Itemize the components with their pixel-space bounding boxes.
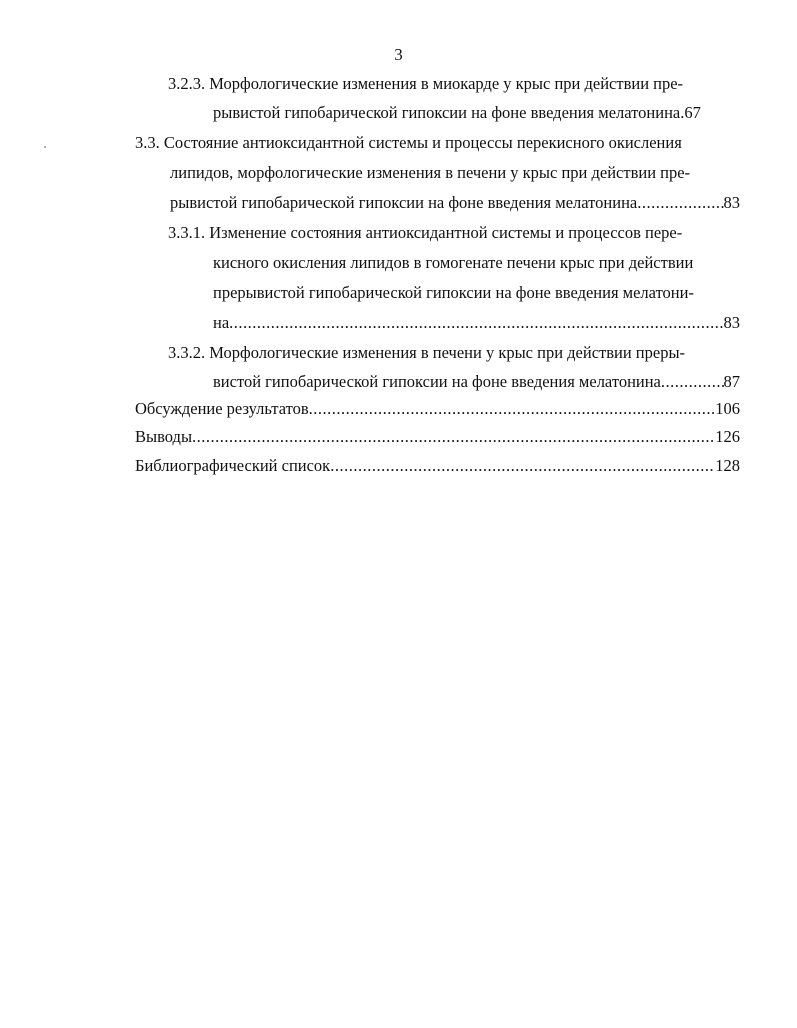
toc-3-3-1-line-4-text: на — [213, 313, 230, 332]
toc-discussion — [135, 398, 740, 420]
toc-conclusions-page: 126 — [715, 427, 740, 446]
dot-leader — [330, 455, 715, 477]
toc-3-3-1-page: 83 — [723, 313, 740, 332]
toc-3-3-2-line-1: 3.3.2. Морфологические изменения в печени у крыс при действии преры- — [168, 343, 686, 362]
page-number: 3 — [394, 45, 403, 64]
dot-leader — [661, 371, 724, 393]
dot-leader — [229, 312, 723, 334]
toc-3-3-2-line-2-text: вистой гипобарической гипоксии на фоне введения мелатонина — [213, 372, 661, 391]
dot-leader — [637, 192, 723, 214]
toc-bibliography-page: 128 — [715, 456, 740, 475]
toc-conclusions-label: Выводы — [135, 427, 193, 446]
toc-3-2-3-line-1: 3.2.3. Морфологические изменения в миокарде у крыс при действии пре- — [168, 74, 684, 93]
toc-3-3-line-1: 3.3. Состояние антиоксидантной системы и процессы перекисного окисления — [135, 133, 682, 152]
toc-3-2-3-line-2: рывистой гипобарической гипоксии на фоне введения мелатонина.67 — [213, 103, 701, 122]
dot-leader — [309, 398, 716, 420]
toc-discussion-page: 106 — [715, 399, 740, 418]
toc-3-3-page: 83 — [723, 193, 740, 212]
toc-discussion-label: Обсуждение результатов — [135, 399, 309, 418]
toc-3-3-1-line-1: 3.3.1. Изменение состояния антиоксидантной системы и процессов пере- — [168, 223, 683, 242]
toc-bibliography-label: Библиографический список — [135, 456, 331, 475]
dot-leader — [192, 426, 715, 448]
toc-3-3-1-line-3: прерывистой гипобарической гипоксии на фоне введения мелатони- — [213, 283, 694, 302]
toc-3-3-line-2: липидов, морфологические изменения в печени у крыс при действии пре- — [170, 163, 691, 182]
toc-conclusions — [135, 426, 740, 448]
scan-speck — [44, 146, 46, 148]
toc-3-3-2-line-2 — [213, 371, 740, 393]
toc-3-3-line-3 — [170, 192, 740, 214]
toc-bibliography — [135, 455, 740, 477]
toc-3-3-line-3-text: рывистой гипобарической гипоксии на фоне введения мелатонина — [170, 193, 638, 212]
toc-3-3-1-line-2: кисного окисления липидов в гомогенате печени крыс при действии — [213, 253, 694, 272]
toc-3-3-1-line-4 — [213, 312, 740, 334]
toc-3-3-2-page: 87 — [723, 372, 740, 391]
